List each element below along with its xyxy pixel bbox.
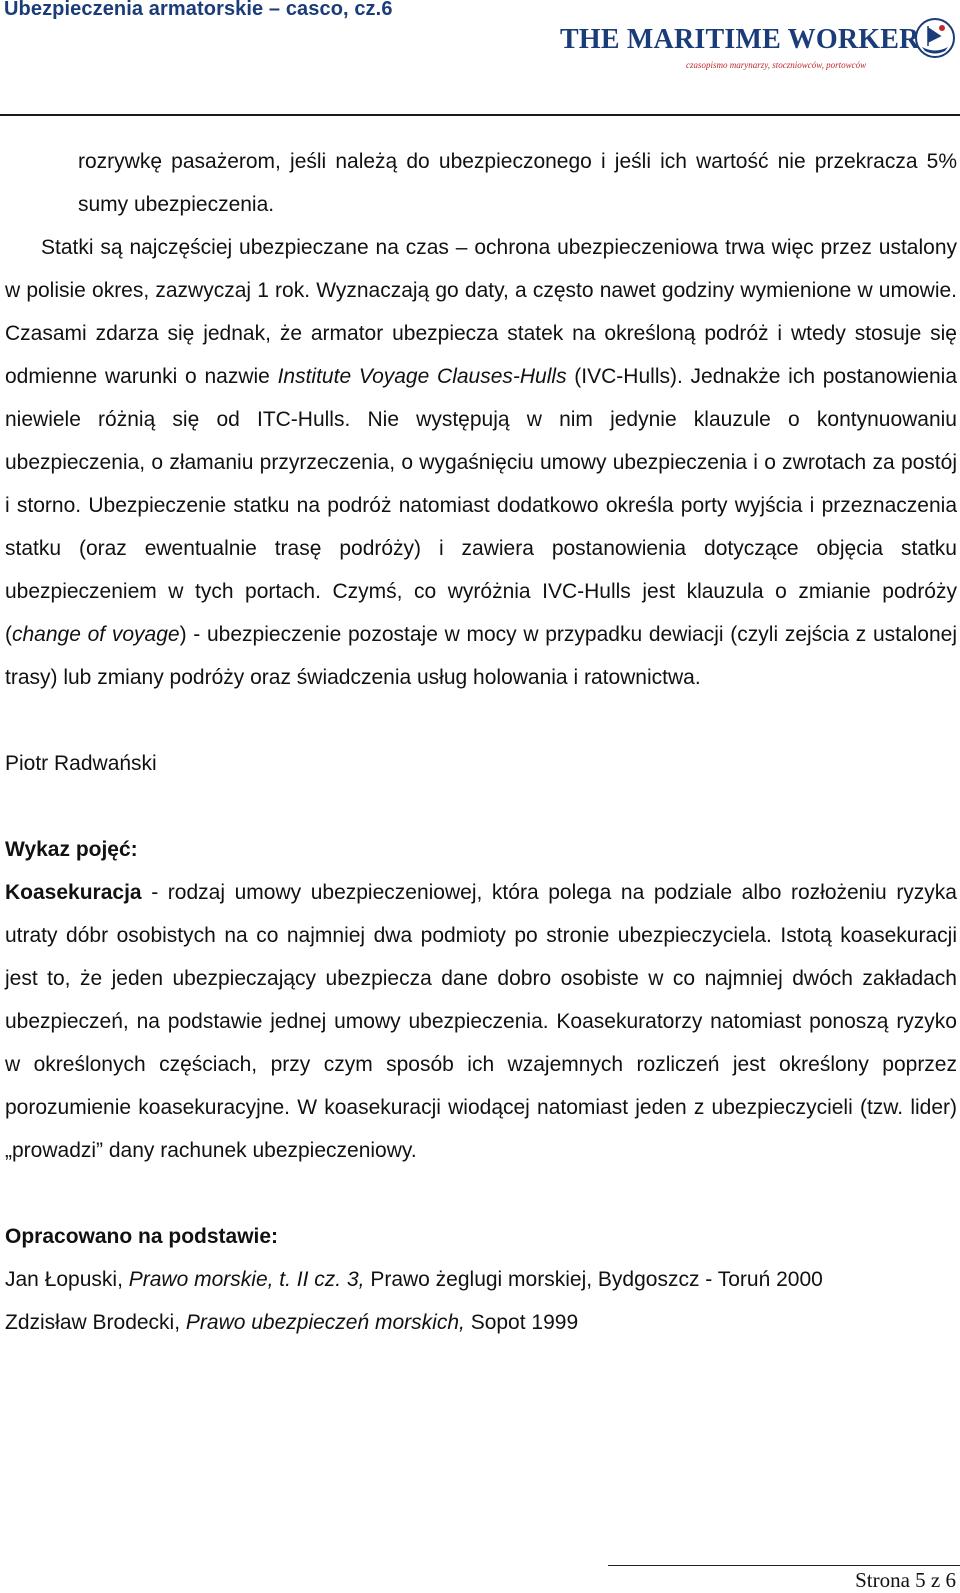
ref2-author: Zdzisław Brodecki,	[5, 1311, 186, 1334]
ref2-title: Prawo ubezpieczeń morskich,	[185, 1311, 465, 1334]
glossary-term: Koasekuracja	[5, 881, 142, 904]
article-body	[5, 140, 957, 1344]
ship-sailor-icon	[914, 16, 956, 60]
ref2-details: Sopot 1999	[464, 1311, 579, 1334]
continuation-paragraph: rozrywkę pasażerom, jeśli należą do ubezpieczonego i jeśli ich wartość nie przekracza 5% sumy ubezpieczenia.	[78, 150, 957, 216]
author-name: Piotr Radwański	[5, 752, 157, 775]
logo-subtitle: czasopismo marynarzy, stoczniowców, portowców	[686, 60, 867, 70]
source-reference-2	[5, 1301, 957, 1344]
maritime-worker-logo	[560, 14, 956, 76]
logo-wordmark: THE MARITIME WORKER	[560, 24, 920, 55]
page-header	[0, 0, 960, 116]
sources-heading: Opracowano na podstawie:	[5, 1225, 279, 1248]
footer-divider	[608, 1565, 960, 1566]
ref1-title: Prawo morskie, t. II cz. 3,	[128, 1268, 365, 1291]
glossary-definition: - rodzaj umowy ubezpieczeniowej, która polega na podziale albo rozłożeniu ryzyka utraty dóbr osobistych na co najmniej dwa podmioty po stronie ubezpieczyciela. Istotą koasekuracji jest to, że jeden ubezpieczający ubezpiecza dane dobro osobiste w co najmniej dwóch zakładach ubezpieczeń, na podstawie jednej umowy ubezpieczenia. Koasekuratorzy natomiast ponoszą ryzyko w określonych częściach, przy czym sposób ich wzajemnych rozliczeń jest określony poprzez porozumienie koasekuracyjne. W koasekuracji wiodącej natomiast jeden z ubezpieczycieli (tzw. lider) „prowadzi” dany rachunek ubezpieczeniowy.	[5, 881, 957, 1162]
glossary-heading: Wykaz pojęć:	[5, 838, 138, 861]
voyage-text-a: Statki są najczęściej ubezpieczane na czas – ochrona ubezpieczeniowa trwa więc przez ustalony w polisie okres, zazwyczaj 1 rok. Wyznaczają go daty, a często nawet godziny wymienione w umowie. Czasami zdarza się jednak, że armator ubezpiecza statek na określoną podróż i wtedy stosuje się odmienne warunki o nazwie	[5, 236, 957, 388]
ref1-author: Jan Łopuski,	[5, 1268, 129, 1291]
voyage-text-c: ) - ubezpieczenie pozostaje w mocy w przypadku dewiacji (czyli zejścia z ustalonej trasy) lub zmiany podróży oraz świadczenia usług holowania i ratownictwa.	[5, 623, 958, 689]
voyage-paragraph	[5, 226, 957, 699]
page-number: Strona 5 z 6	[855, 1568, 956, 1592]
voyage-text-b: (IVC-Hulls). Jednakże ich postanowienia niewiele różnią się od ITC-Hulls. Nie występują w nim jedynie klauzule o kontynuowaniu ubezpieczenia, o złamaniu przyrzeczenia, o wygaśnięciu umowy ubezpieczenia i o zwrotach za postój i storno. Ubezpieczenie statku na podróż natomiast dodatkowo określa porty wyjścia i przeznaczenia statku (oraz ewentualnie trasę podróży) i zawiera postanowienia dotyczące objęcia statku ubezpieczeniem w tych portach. Czymś, co wyróżnia IVC-Hulls jest klauzula o zmianie podróży (	[5, 365, 958, 646]
glossary-entry	[5, 871, 957, 1172]
ivc-hulls-term: Institute Voyage Clauses-Hulls	[277, 365, 567, 388]
change-of-voyage-term: change of voyage	[12, 623, 180, 646]
ref1-details: Prawo żeglugi morskiej, Bydgoszcz - Toruń 2000	[364, 1268, 823, 1291]
source-reference-1	[5, 1258, 957, 1301]
header-divider	[0, 114, 960, 116]
document-title: Ubezpieczenia armatorskie – casco, cz.6	[4, 0, 393, 20]
